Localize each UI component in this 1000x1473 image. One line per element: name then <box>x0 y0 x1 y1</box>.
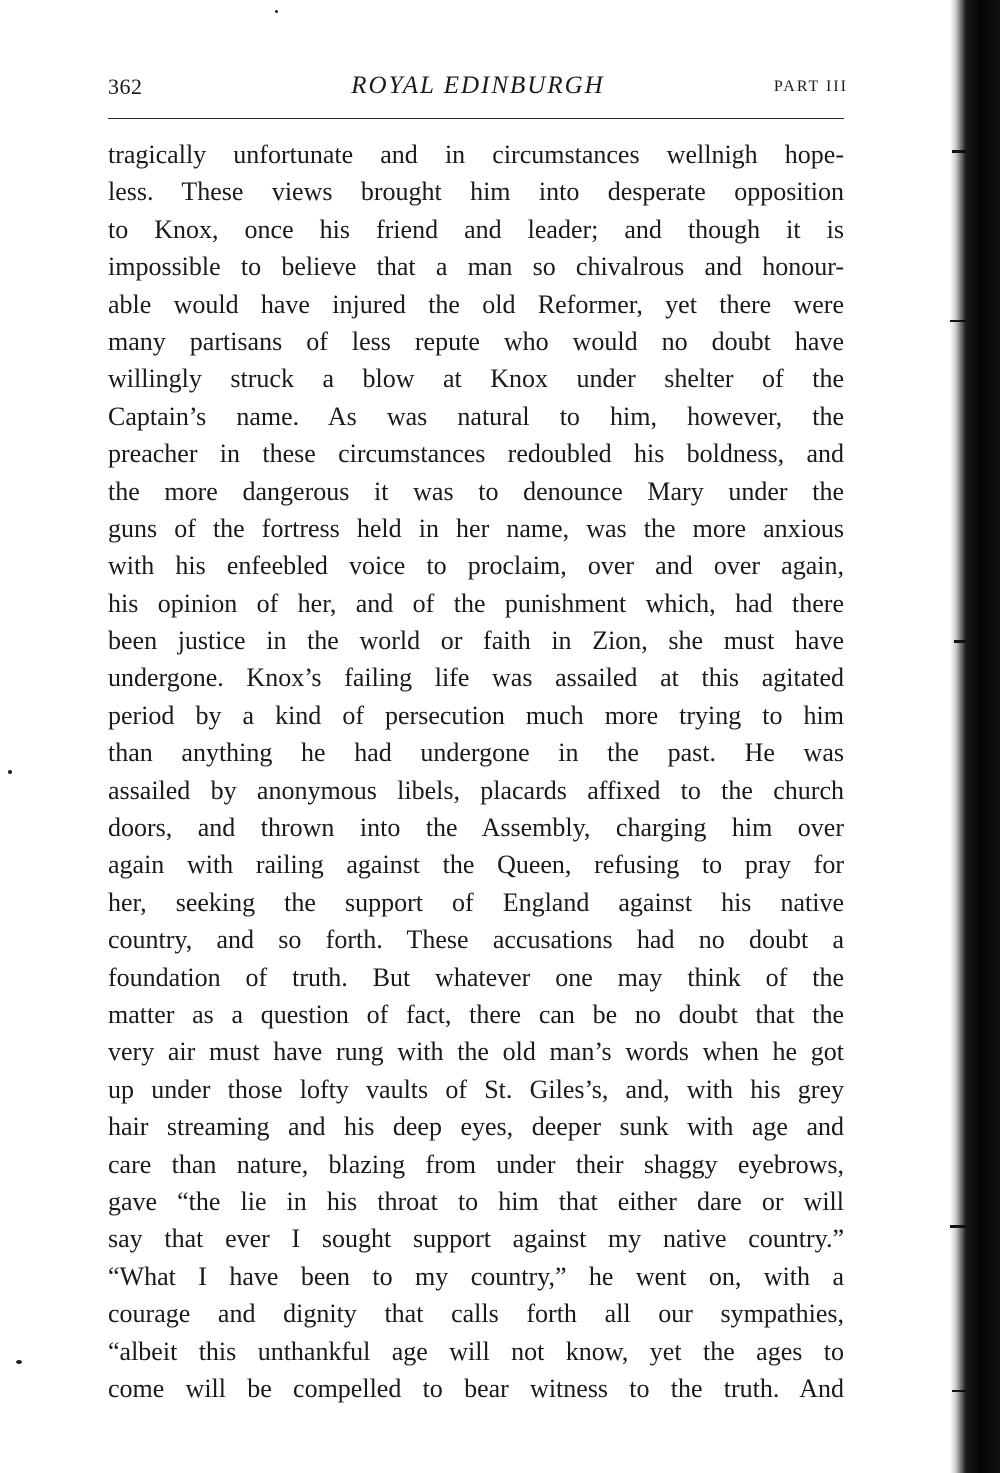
text-line: less. These views brought him into desperate opposition <box>108 177 844 207</box>
page-number: 362 <box>108 74 143 99</box>
text-line: impossible to believe that a man so chivalrous and honour- <box>108 252 844 282</box>
text-line: “albeit this unthankful age will not know, yet the ages to <box>108 1336 844 1366</box>
text-line: preacher in these circumstances redoubled his boldness, and <box>108 439 844 469</box>
ink-speck <box>8 770 12 774</box>
text-line: say that ever I sought support against my native country.” <box>108 1224 844 1254</box>
part-label: PART III <box>773 78 848 95</box>
text-line: tragically unfortunate and in circumstances wellnigh hope- <box>108 140 844 169</box>
text-line: care than nature, blazing from under their shaggy eyebrows, <box>108 1149 844 1179</box>
text-line: period by a kind of persecution much more trying to him <box>108 700 844 730</box>
text-line: willingly struck a blow at Knox under shelter of the <box>108 364 844 394</box>
text-line: courage and dignity that calls forth all our sympathies, <box>108 1299 844 1329</box>
ink-speck <box>16 1360 22 1364</box>
text-line: country, and so forth. These accusations had no doubt a <box>108 925 844 955</box>
text-line: his opinion of her, and of the punishment which, had there <box>108 588 844 618</box>
text-line: guns of the fortress held in her name, was the more anxious <box>108 513 844 543</box>
text-line: able would have injured the old Reformer, yet there were <box>108 289 844 319</box>
text-line: been justice in the world or faith in Zion, she must have <box>108 626 844 656</box>
text-line: with his enfeebled voice to proclaim, over and over again, <box>108 551 844 581</box>
binding-edge <box>950 0 1000 1473</box>
text-line: matter as a question of fact, there can be no doubt that the <box>108 999 844 1029</box>
text-line: foundation of truth. But whatever one may think of the <box>108 962 844 992</box>
text-line: than anything he had undergone in the past. He was <box>108 738 844 768</box>
text-line: many partisans of less repute who would no doubt have <box>108 326 844 356</box>
text-line: come will be compelled to bear witness to the truth. And <box>108 1373 844 1403</box>
text-line: hair streaming and his deep eyes, deeper sunk with age and <box>108 1112 844 1142</box>
text-line: up under those lofty vaults of St. Giles’s, and, with his grey <box>108 1074 844 1104</box>
text-line: to Knox, once his friend and leader; and though it is <box>108 214 844 244</box>
text-line: undergone. Knox’s failing life was assailed at this agitated <box>108 663 844 693</box>
text-line: her, seeking the support of England against his native <box>108 887 844 917</box>
text-line: doors, and thrown into the Assembly, charging him over <box>108 813 844 843</box>
text-line: again with railing against the Queen, refusing to pray for <box>108 850 844 880</box>
text-line: assailed by anonymous libels, placards affixed to the church <box>108 775 844 805</box>
running-title: ROYAL EDINBURGH <box>351 72 605 99</box>
text-line: “What I have been to my country,” he went on, with a <box>108 1261 844 1291</box>
text-line: very air must have rung with the old man’s words when he got <box>108 1037 844 1067</box>
text-line: the more dangerous it was to denounce Mary under the <box>108 476 844 506</box>
text-line: Captain’s name. As was natural to him, however, the <box>108 401 844 431</box>
body-text <box>108 136 844 1407</box>
ink-speck <box>275 10 278 13</box>
page-header <box>108 72 848 106</box>
header-rule <box>108 118 844 119</box>
text-line: gave “the lie in his throat to him that either dare or will <box>108 1186 844 1216</box>
